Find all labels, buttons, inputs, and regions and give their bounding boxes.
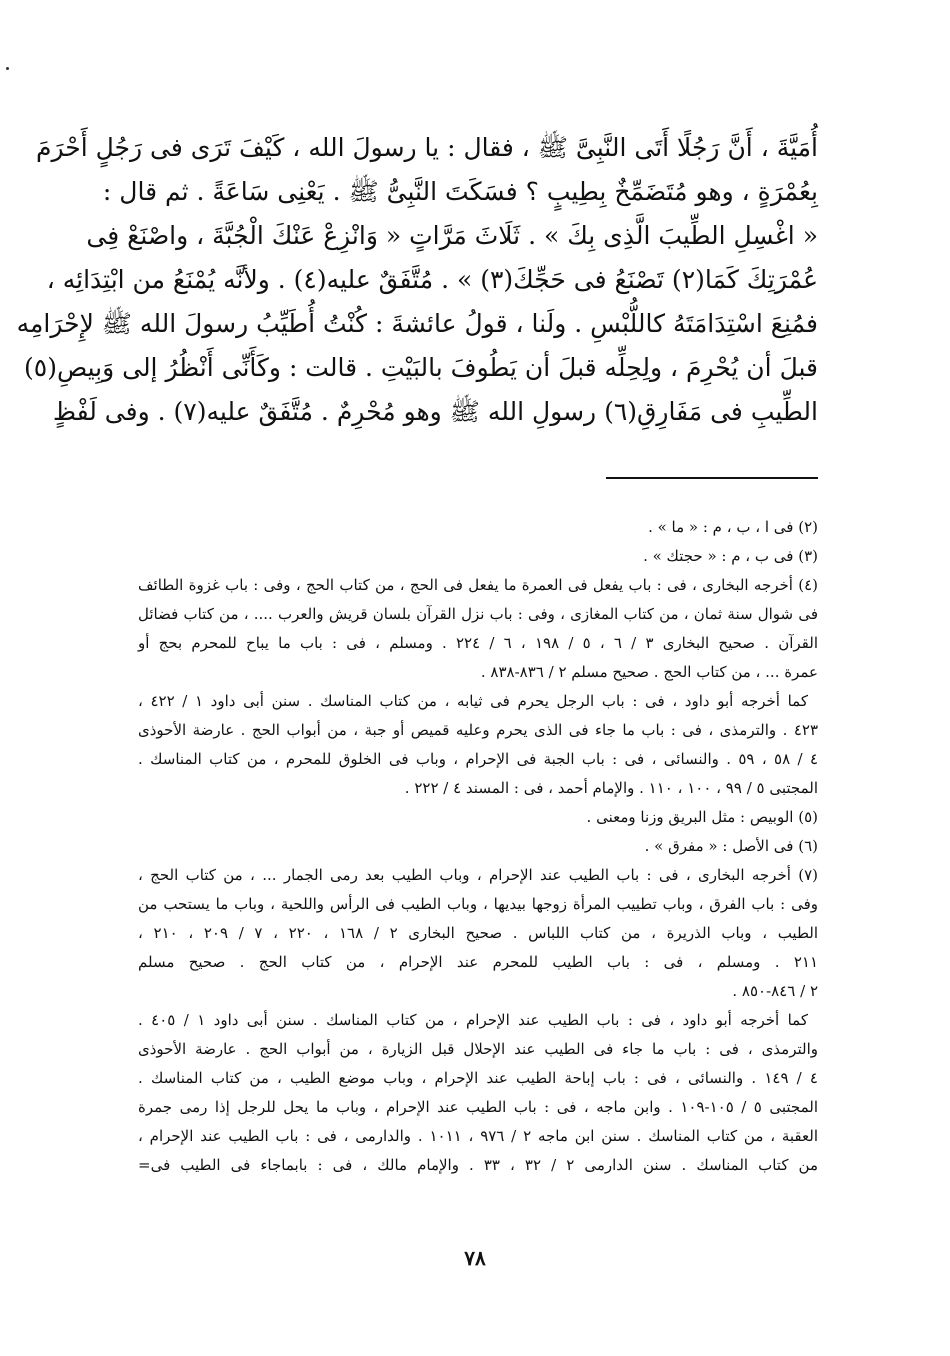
footnote-line: والترمذى ، فى : باب ما جاء فى الطيب عند الإحلال قبل الزيارة ، من أبواب الحج . عارضة الأحوذى xyxy=(138,1040,818,1058)
footnote-line: (٧) أخرجه البخارى ، فى : باب الطيب عند الإحرام ، وباب الطيب بعد رمى الجمار ... ، من كتاب الحج ، xyxy=(138,866,818,884)
footnote-line: ٢١١ . ومسلم ، فى : باب الطيب للمحرم عند الإحرام ، من كتاب الحج . صحيح مسلم xyxy=(138,953,818,971)
footnote-line: ٤ / ٥٨ ، ٥٩ . والنسائى ، فى : باب الجبة فى الإحرام ، وباب فى الخلوق للمحرم ، من كتاب المناسك . xyxy=(138,750,818,768)
footnote-line: الطيب ، وباب الذريرة ، من كتاب اللباس . صحيح البخارى ٢ / ١٦٨ ، ٢٢٠ ، ٧ / ٢٠٩ ، ٢١٠ ، xyxy=(138,924,818,942)
footnotes-section xyxy=(138,513,818,1180)
footnote-line: (٣) فى ب ، م : « حجتك » . xyxy=(643,547,818,565)
main-text-line: الطِّيبِ فى مَفَارِقِ(٦) رسولِ الله ﷺ وهو مُحْرِمٌ . مُتَّفَقٌ عليه(٧) . وفى لَفْظٍ xyxy=(52,397,818,426)
footnote-line: ٤٢٣ . والترمذى ، فى : باب ما جاء فى الذى يحرم وعليه قميص أو جبة ، من أبواب الحج . عارضة الأحوذى xyxy=(138,721,818,739)
main-text-line: بِعُمْرَةٍ ، وهو مُتَضَمِّخٌ بِطِيبٍ ؟ فسَكَتَ النَّبِىُّ ﷺ . يَعْنِى سَاعَةً . ثم قال : xyxy=(102,177,818,206)
footnote-line: (٥) الوبيص : مثل البريق وزنا ومعنى . xyxy=(586,808,818,826)
footnote-line: كما أخرجه أبو داود ، فى : باب الطيب عند الإحرام ، من كتاب المناسك . سنن أبى داود ١ / ٤٠٥ . xyxy=(138,1011,809,1029)
main-text-line: قبلَ أن يُحْرِمَ ، ولِحِلِّه قبلَ أن يَطُوفَ بالبَيْتِ . قالت : وكَأَنِّى أَنْظُرُ إلى وَبِيصِ(٥) xyxy=(24,353,818,382)
main-text-line: فمُنِعَ اسْتِدَامَتَهُ كاللُّبْسِ . ولَنا ، قولُ عائشةَ : كُنْتُ أُطَيِّبُ رسولَ الله ﷺ لإِحْرَامِه xyxy=(16,309,818,338)
footnote-line: من كتاب المناسك . سنن الدارمى ٢ / ٣٢ ، ٣٣ . والإمام مالك ، فى : بابماجاء فى الطيب فى= xyxy=(138,1156,818,1174)
footnote-line: القرآن . صحيح البخارى ٣ / ٦ ، ٥ / ١٩٨ ، ٦ / ٢٢٤ . ومسلم ، فى : باب ما يباح للمحرم بحج أو xyxy=(138,634,818,652)
footnote-line: (٤) أخرجه البخارى ، فى : باب يفعل فى العمرة ما يفعل فى الحج ، من كتاب الحج ، وفى : باب غزوة الطائف xyxy=(138,576,818,594)
footnote-line: (٦) فى الأصل : « مفرق » . xyxy=(644,837,818,855)
footnote-line: كما أخرجه أبو داود ، فى : باب الرجل يحرم فى ثيابه ، من كتاب المناسك . سنن أبى داود ١ / ٤٢٢ ، xyxy=(138,692,808,710)
footnote-line: العقبة ، من كتاب المناسك . سنن ابن ماجه ٢ / ٩٧٦ ، ١٠١١ . والدارمى ، فى : باب الطيب عند الإحرام ، xyxy=(138,1127,818,1145)
page-number: ٧٨ xyxy=(464,1246,486,1270)
footnote-divider xyxy=(606,477,818,479)
main-text-line: أُمَيَّةَ ، أَنَّ رَجُلًا أَتَى النَّبِىَّ ﷺ ، فقال : يا رسولَ الله ، كَيْفَ تَرَى فى رَجُلٍ أَحْرَمَ xyxy=(36,133,818,162)
footnote-line: ٢ / ٨٤٦-٨٥٠ . xyxy=(732,982,818,1000)
footnote-line: ٤ / ١٤٩ . والنسائى ، فى : باب إباحة الطيب عند الإحرام ، وباب موضع الطيب ، من كتاب المناسك . xyxy=(138,1069,818,1087)
main-body-text xyxy=(16,126,818,434)
footnote-line: وفى : باب الفرق ، وباب تطييب المرأة زوجها بيديها ، وباب الطيب فى الرأس واللحية ، وباب ما يستحب من xyxy=(138,895,818,913)
main-text-line: عُمْرَتِكَ كَمَا(٢) تَصْنَعُ فى حَجِّكَ(٣) » . مُتَّفَقٌ عليه(٤) . ولأنَّه يُمْنَعُ من ابْتِدَائِه ، xyxy=(46,265,818,294)
scan-speck xyxy=(6,67,9,70)
footnote-line: (٢) فى ا ، ب ، م : « ما » . xyxy=(648,518,818,536)
footnote-line: المجتبى ٥ / ١٠٥-١٠٩ . وابن ماجه ، فى : باب الطيب عند الإحرام ، وباب ما يحل للرجل إذا رمى جمرة xyxy=(138,1098,818,1116)
footnote-line: المجتبى ٥ / ٩٩ ، ١٠٠ ، ١١٠ . والإمام أحمد ، فى : المسند ٤ / ٢٢٢ . xyxy=(404,779,818,797)
main-text-line: « اغْسِلِ الطِّيبَ الَّذِى بِكَ » . ثَلَاثَ مَرَّاتٍ « وَانْزِعْ عَنْكَ الْجُبَّةَ ، واصْنَعْ فِى xyxy=(86,221,818,250)
footnote-line: عمرة ... ، من كتاب الحج . صحيح مسلم ٢ / ٨٣٦-٨٣٨ . xyxy=(480,663,818,681)
footnote-line: فى شوال سنة ثمان ، من كتاب المغازى ، وفى : باب نزل القرآن بلسان قريش والعرب .... ، من كتاب فضائل xyxy=(138,605,818,623)
